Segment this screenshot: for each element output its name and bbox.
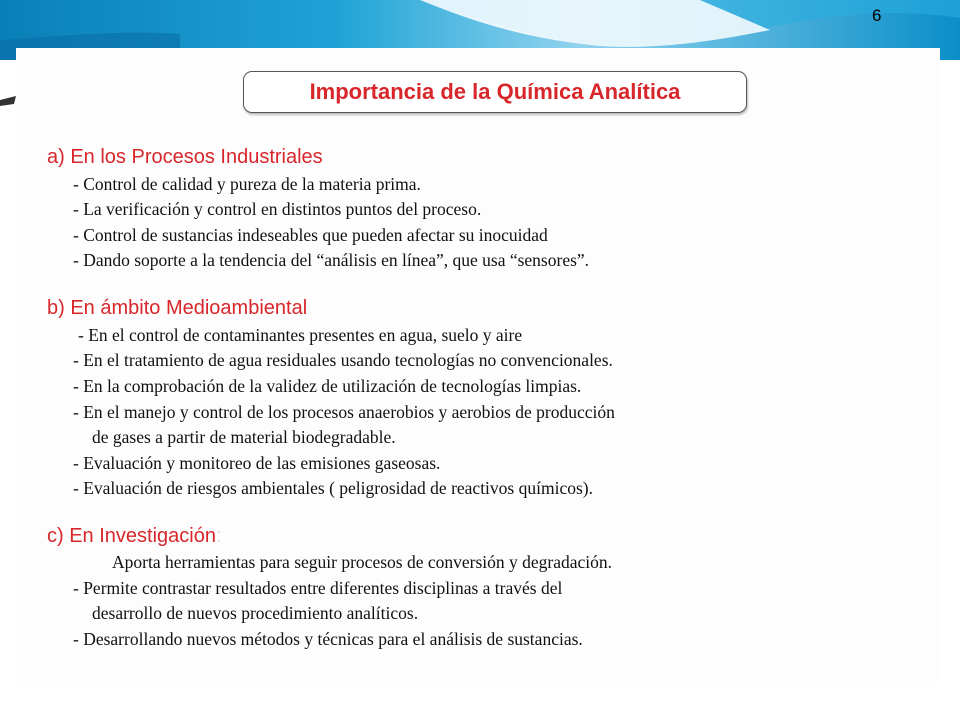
slide-title: Importancia de la Química Analítica bbox=[309, 79, 681, 104]
list-item: - Evaluación de riesgos ambientales ( peligrosidad de reactivos químicos). bbox=[73, 478, 593, 498]
list-item: - Evaluación y monitoreo de las emisiones gaseosas. bbox=[73, 453, 441, 473]
slide-number: 6 bbox=[872, 6, 882, 25]
list-item: - En el control de contaminantes presentes en agua, suelo y aire bbox=[78, 325, 523, 345]
section-heading-industrial: a) En los Procesos Industriales bbox=[47, 146, 323, 168]
list-item: - La verificación y control en distintos puntos del proceso. bbox=[73, 199, 482, 219]
list-item: - Desarrollando nuevos métodos y técnicas para el análisis de sustancias. bbox=[73, 629, 583, 649]
list-item-continuation: de gases a partir de material biodegradable. bbox=[92, 427, 396, 447]
list-item: - Control de sustancias indeseables que pueden afectar su inocuidad bbox=[73, 225, 548, 245]
list-item: - En el tratamiento de agua residuales usando tecnologías no convencionales. bbox=[73, 350, 613, 370]
section-heading-research bbox=[47, 525, 222, 548]
list-item-continuation: desarrollo de nuevos procedimiento analíticos. bbox=[92, 603, 419, 623]
list-item: - Control de calidad y pureza de la materia prima. bbox=[73, 174, 421, 194]
section-heading-environmental: b) En ámbito Medioambiental bbox=[47, 297, 308, 319]
list-item: Aporta herramientas para seguir procesos de conversión y degradación. bbox=[112, 552, 613, 572]
list-item: - Dando soporte a la tendencia del “análisis en línea”, que usa “sensores”. bbox=[73, 250, 590, 270]
list-item: - En el manejo y control de los procesos anaerobios y aerobios de producción bbox=[73, 402, 615, 422]
list-item: - Permite contrastar resultados entre diferentes disciplinas a través del bbox=[73, 578, 563, 598]
section-heading-research-text: c) En Investigación bbox=[47, 525, 216, 547]
section-heading-research-colon: : bbox=[215, 525, 222, 547]
list-item: - En la comprobación de la validez de utilización de tecnologías limpias. bbox=[73, 376, 582, 396]
title-box bbox=[243, 71, 747, 113]
